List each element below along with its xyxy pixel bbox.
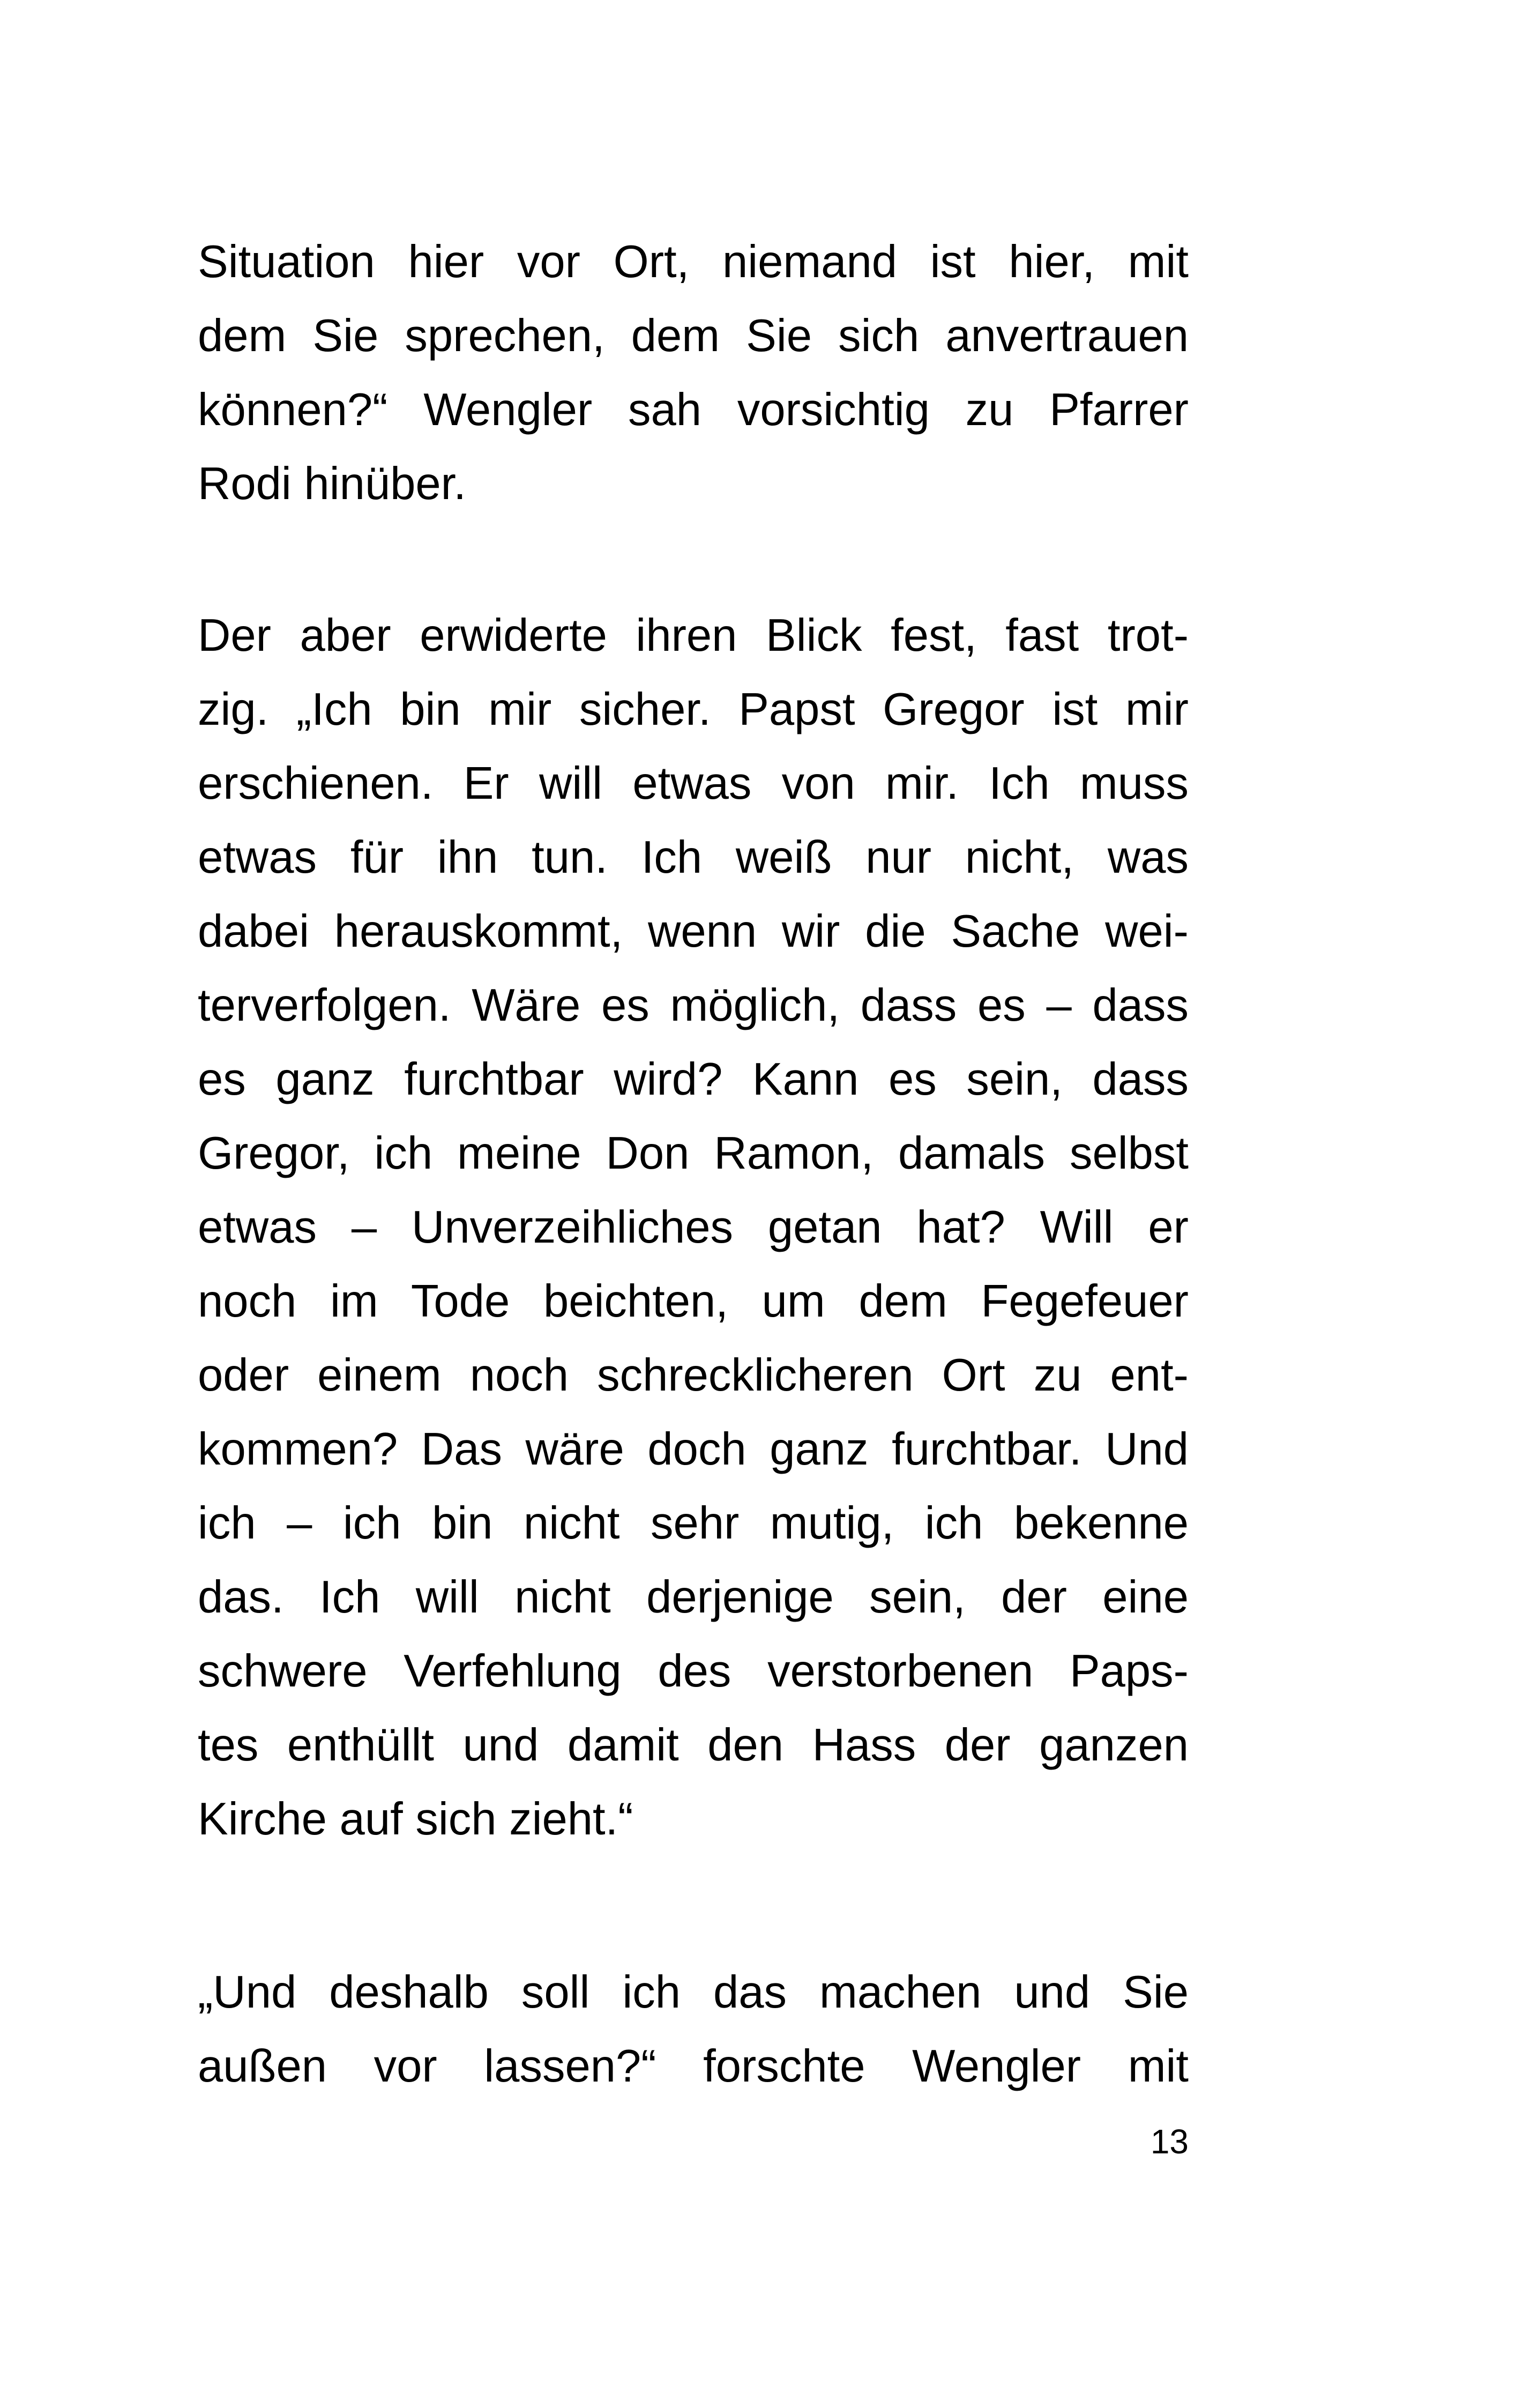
text-line: terverfolgen. Wäre es möglich, dass es – dass: [198, 980, 1189, 1031]
text-line: oder einem noch schrecklicheren Ort zu ent-: [198, 1350, 1189, 1401]
text-line: Rodi hinüber.: [198, 458, 466, 509]
text-line: außen vor lassen?“ forschte Wengler mit: [198, 2041, 1189, 2092]
text-line: es ganz furchtbar wird? Kann es sein, dass: [198, 1054, 1189, 1105]
text-line: erschienen. Er will etwas von mir. Ich muss: [198, 758, 1189, 809]
text-line: zig. „Ich bin mir sicher. Papst Gregor ist mir: [198, 684, 1189, 735]
page-number: 13: [1150, 2122, 1189, 2161]
text-line: Kirche auf sich zieht.“: [198, 1794, 633, 1845]
text-line: Situation hier vor Ort, niemand ist hier, mit: [198, 236, 1189, 287]
text-line: kommen? Das wäre doch ganz furchtbar. Und: [198, 1424, 1189, 1475]
text-line: „Und deshalb soll ich das machen und Sie: [198, 1967, 1189, 2018]
text-line: noch im Tode beichten, um dem Fegefeuer: [198, 1276, 1189, 1327]
paragraph: [198, 225, 1189, 521]
paragraph: [198, 599, 1189, 1856]
text-line: dem Sie sprechen, dem Sie sich anvertrauen: [198, 310, 1189, 361]
text-line: ich – ich bin nicht sehr mutig, ich bekenne: [198, 1498, 1189, 1549]
text-line: können?“ Wengler sah vorsichtig zu Pfarrer: [198, 384, 1189, 435]
paragraph: [198, 1956, 1189, 2104]
text-line: das. Ich will nicht derjenige sein, der eine: [198, 1572, 1189, 1623]
text-line: schwere Verfehlung des verstorbenen Paps-: [198, 1646, 1189, 1697]
text-line: Der aber erwiderte ihren Blick fest, fast trot-: [198, 610, 1189, 661]
text-line: dabei herauskommt, wenn wir die Sache wei-: [198, 906, 1189, 957]
text-line: etwas für ihn tun. Ich weiß nur nicht, was: [198, 832, 1189, 883]
text-line: etwas – Unverzeihliches getan hat? Will er: [198, 1202, 1189, 1253]
text-line: tes enthüllt und damit den Hass der ganzen: [198, 1720, 1189, 1771]
text-line: Gregor, ich meine Don Ramon, damals selbst: [198, 1128, 1189, 1179]
